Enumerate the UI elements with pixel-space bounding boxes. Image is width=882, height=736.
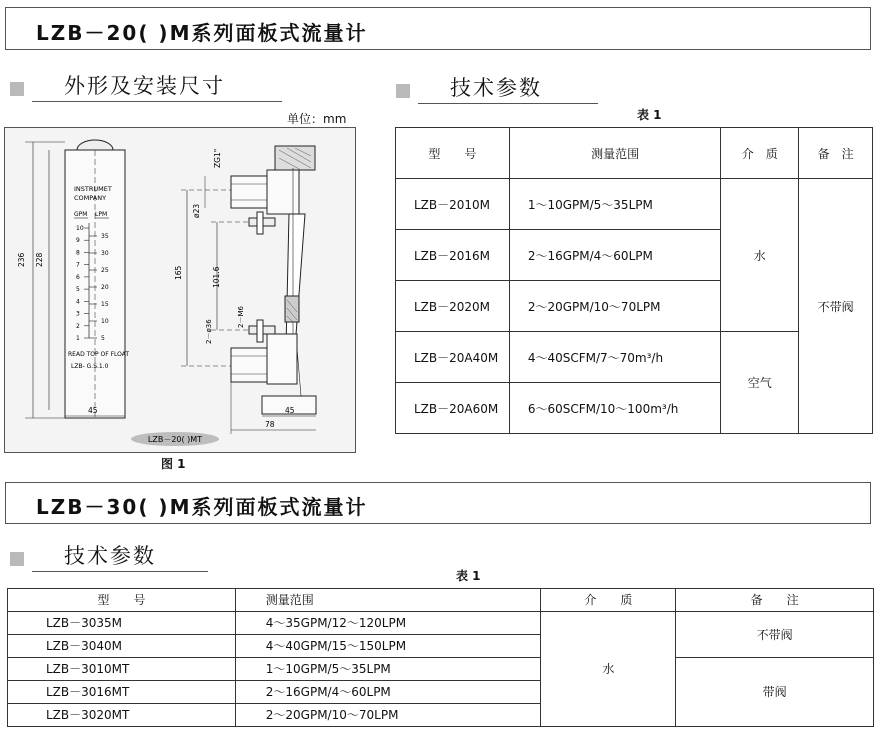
- model-note: LZB- G.S.1.0: [71, 363, 109, 370]
- header-note: 备 注: [676, 589, 874, 612]
- scale-left-label: 3: [76, 310, 80, 318]
- scale-left-label: 5: [76, 286, 80, 294]
- cell-range: 1～10GPM/5～35LPM: [509, 179, 721, 230]
- lower-block: [267, 334, 297, 384]
- cell-note: 不带阀: [799, 179, 873, 434]
- table2-caption: 表 1: [456, 569, 481, 583]
- specs-title: 技术参数: [450, 76, 542, 100]
- spec-table-30: [7, 588, 874, 727]
- scale-right-label: 20: [101, 284, 109, 291]
- header-medium: 介 质: [721, 128, 799, 179]
- dim-zg1: ZG1": [213, 148, 222, 168]
- figure-oval-label: LZB－20( )MT: [147, 435, 203, 444]
- scale-left-label: 9: [76, 237, 80, 245]
- table-row: [8, 612, 874, 635]
- scale-right-label: 35: [101, 233, 109, 240]
- cell-range: 4～35GPM/12～120LPM: [235, 612, 541, 635]
- figure-caption: 图 1: [161, 457, 186, 471]
- cell-model: LZB－3020MT: [8, 704, 236, 727]
- tapered-tube: [286, 214, 305, 348]
- scale-left-label: 10: [76, 225, 84, 232]
- cell-model: LZB－20A40M: [396, 332, 510, 383]
- cell-range: 1～10GPM/5～35LPM: [235, 658, 541, 681]
- cell-range: 2～16GPM/4～60LPM: [235, 681, 541, 704]
- scale-right-label: 5: [101, 335, 105, 342]
- unit-label: 单位：mm: [287, 112, 347, 126]
- cell-range: 2～20GPM/10～70LPM: [235, 704, 541, 727]
- dims-title: 外形及安装尺寸: [64, 74, 225, 98]
- scale-left-label: 4: [76, 298, 80, 306]
- cell-model: LZB－3040M: [8, 635, 236, 658]
- scale-left-label: 1: [76, 335, 80, 342]
- table-header-row: [396, 128, 873, 179]
- cell-medium-water: 水: [721, 179, 799, 332]
- cell-medium-air: 空气: [721, 332, 799, 434]
- section2-header: LZB－30( )M系列面板式流量计: [36, 495, 368, 519]
- header-medium: 介 质: [541, 589, 676, 612]
- gpm-label: GPM: [74, 211, 88, 218]
- cell-range: 6～60SCFM/10～100m³/h: [509, 383, 721, 434]
- scale-left-label: 6: [76, 273, 80, 281]
- lpm-label: LPM: [95, 211, 108, 218]
- cell-medium: 水: [541, 612, 676, 727]
- scale-right-label: 15: [101, 301, 109, 308]
- spec-table-20: [395, 127, 873, 434]
- cell-model: LZB－3035M: [8, 612, 236, 635]
- drain-line: [297, 348, 301, 396]
- cell-model: LZB－2010M: [396, 179, 510, 230]
- specs2-section-title: [10, 540, 210, 570]
- cell-range: 2～20GPM/10～70LPM: [509, 281, 721, 332]
- cell-model: LZB－20A60M: [396, 383, 510, 434]
- dim-228: 228: [35, 252, 44, 267]
- top-fitting: [275, 146, 315, 170]
- section2-header-box: [5, 482, 871, 524]
- table-row: [8, 658, 874, 681]
- table-header-row: [8, 589, 874, 612]
- cell-note-no-valve: 不带阀: [676, 612, 874, 658]
- cell-model: LZB－3010MT: [8, 658, 236, 681]
- scale-right-label: 30: [101, 250, 109, 257]
- table1-caption: 表 1: [637, 108, 662, 122]
- scale-left-label: 8: [76, 249, 80, 257]
- cell-model: LZB－2020M: [396, 281, 510, 332]
- dim-d23: ø23: [192, 203, 201, 218]
- top-cap: [77, 140, 113, 150]
- drawing-svg: [5, 128, 355, 452]
- flowmeter-drawing: [4, 127, 356, 453]
- cell-range: 2～16GPM/4～60LPM: [509, 230, 721, 281]
- dims-section-title: [10, 70, 280, 100]
- cell-range: 4～40SCFM/7～70m³/h: [509, 332, 721, 383]
- read-note: READ TOP OF FLOAT: [68, 351, 130, 358]
- dim-45-left: 45: [88, 406, 98, 415]
- scale-right-label: 10: [101, 318, 109, 325]
- cell-model: LZB－2016M: [396, 230, 510, 281]
- scale-left-label: 7: [76, 261, 80, 269]
- dim-78: 78: [265, 420, 275, 429]
- scale-left-label: 2: [76, 322, 80, 330]
- section-underline: [418, 103, 598, 104]
- section-marker: [10, 552, 24, 566]
- section-marker: [10, 82, 24, 96]
- dim-d36: 2－ø36: [205, 319, 213, 344]
- header-range: 测量范围: [509, 128, 721, 179]
- float: [285, 296, 299, 322]
- header-model: 型 号: [396, 128, 510, 179]
- upper-block: [267, 170, 299, 214]
- cell-range: 4～40GPM/15～150LPM: [235, 635, 541, 658]
- dim-236: 236: [17, 252, 26, 267]
- dim-m6: 2－M6: [237, 306, 245, 328]
- dim-45-right: 45: [285, 406, 295, 415]
- cell-note-valve: 带阀: [676, 658, 874, 727]
- header-model: 型 号: [8, 589, 236, 612]
- specs-section-title: [396, 72, 606, 102]
- cell-model: LZB－3016MT: [8, 681, 236, 704]
- upper-bolt-stem: [257, 212, 263, 234]
- section-marker: [396, 84, 410, 98]
- section-underline: [32, 101, 282, 102]
- section-underline: [32, 571, 208, 572]
- section1-header-box: [5, 7, 871, 50]
- brand-line2: COMPANY: [74, 194, 107, 202]
- upper-connector: [231, 176, 267, 208]
- lower-bolt-stem: [257, 320, 263, 342]
- dim-165: 165: [174, 265, 183, 280]
- dim-101: 101.6: [212, 266, 221, 288]
- table-row: [396, 179, 873, 230]
- lower-connector: [231, 348, 267, 382]
- scale-right-label: 25: [101, 267, 109, 274]
- section1-header: LZB－20( )M系列面板式流量计: [36, 21, 368, 45]
- header-note: 备 注: [799, 128, 873, 179]
- header-range: 测量范围: [235, 589, 541, 612]
- specs2-title: 技术参数: [64, 544, 156, 568]
- brand-line1: INSTRUMET: [74, 185, 112, 193]
